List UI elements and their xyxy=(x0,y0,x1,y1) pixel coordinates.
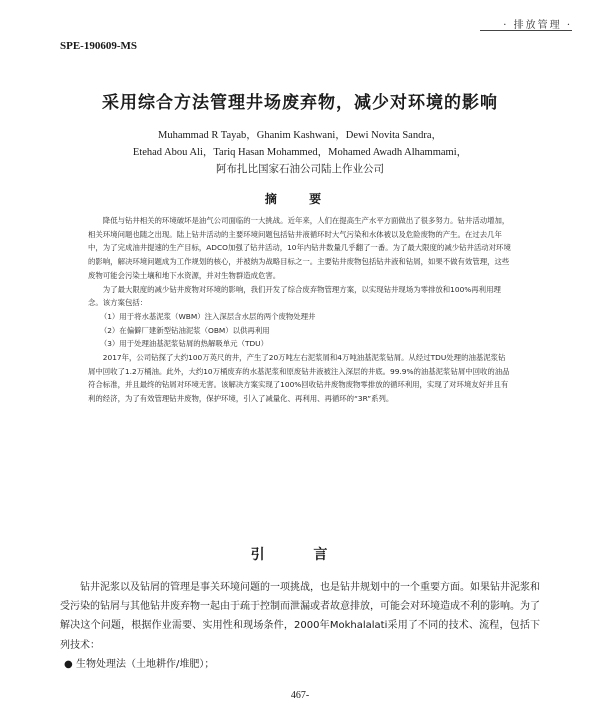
document-id: SPE-190609-MS xyxy=(60,40,137,52)
introduction-body xyxy=(60,578,540,674)
author-line-2: Etehad Abou Ali，Tariq Hasan Mohammed，Mohamed Awadh Alhammami， xyxy=(132,147,468,158)
abstract-paragraph: 2017年，公司钻探了大约100万英尺的井，产生了20万吨左右泥浆屑和4万吨油基泥浆钻屑。从经过TDU处理的油基泥浆钻屑中回收了1.2万桶油。此外，大约10万桶废弃的水基泥浆和原废钻井液被注入深层的井底。99.9%的油基泥浆钻屑中回收的油品符合标准，并且最终的钻屑对环境无害。该解决方案实现了100%回收钻井废物废物零排放的循环利用，实现了对环境友好并且有利的经济，为了有效管理钻井废物，保护环境，引入了减量化、再利用、再循环的“3R”系列。 xyxy=(88,353,510,404)
abstract-body xyxy=(88,214,512,406)
introduction-bullet xyxy=(60,655,540,674)
introduction-paragraph: 钻井泥浆以及钻屑的管理是事关环境问题的一项挑战，也是钻井规划中的一个重要方面。如果钻井泥浆和受污染的钻屑与其他钻井废弃物一起由于疏于控制而泄漏或者故意排放，可能会对环境造成不利的影响。为了解决这个问题，根据作业需要、实用性和现场条件，2000年Mokhalalati采用了不同的技术、流程，包括下列技术： xyxy=(60,582,540,651)
author-affiliation: 阿布扎比国家石油公司陆上作业公司 xyxy=(216,163,384,175)
author-line-1: Muhammad R Tayab，Ghanim Kashwani，Dewi Novita Sandra， xyxy=(158,130,442,141)
section-header-tag: · 排放管理 · xyxy=(503,20,572,31)
introduction-heading: 引 言 xyxy=(250,547,350,563)
abstract-paragraph: 为了最大限度的减少钻井废物对环境的影响，我们开发了综合废弃物管理方案，以实现钻井现场为零排放和100%再利用理念。该方案包括： xyxy=(88,284,501,308)
abstract-list-item: （3）用于处理油基泥浆钻屑的热解吸单元（TDU） xyxy=(99,339,268,349)
abstract-heading: 摘 要 xyxy=(264,192,336,206)
abstract-list-item: （1）用于将水基泥浆（WBM）注入深层含水层的两个废物处理井 xyxy=(99,311,316,321)
bullet-dot-icon: ● xyxy=(64,658,73,670)
abstract-list-item: （2）在偏僻厂建新型钻油泥浆（OBM）以供再利用 xyxy=(99,325,270,335)
header-rule xyxy=(480,30,572,31)
author-block xyxy=(40,127,560,178)
paper-title: 采用综合方法管理井场废弃物，减少对环境的影响 xyxy=(102,93,498,113)
abstract-paragraph: 降低与钻井相关的环境破坏是油气公司面临的一大挑战。近年来，人们在提高生产水平方面做出了很多努力。钻井活动增加，相关环境问题也随之出现。陆上钻井活动的主要环境问题包括钻井液循环时大气污染和水体被以及危险废物的产生。在过去几年中，为了完成油井提速的生产目标，ADCO加强了钻井活动，10年内钻井数量几乎翻了一番。为了最大限度的减少钻井活动对环境的影响，解决环境问题成为工作规划的核心，并被纳为战略目标之一。主要钻井废物包括钻井液和钻屑，如果不做有效管理，这些废物可能会污染土壤和地下水资源，并对生物群造成危害。 xyxy=(88,216,511,280)
page-number: 467- xyxy=(290,690,310,701)
bullet-text: 生物处理法（土地耕作/堆肥）； xyxy=(76,658,215,670)
